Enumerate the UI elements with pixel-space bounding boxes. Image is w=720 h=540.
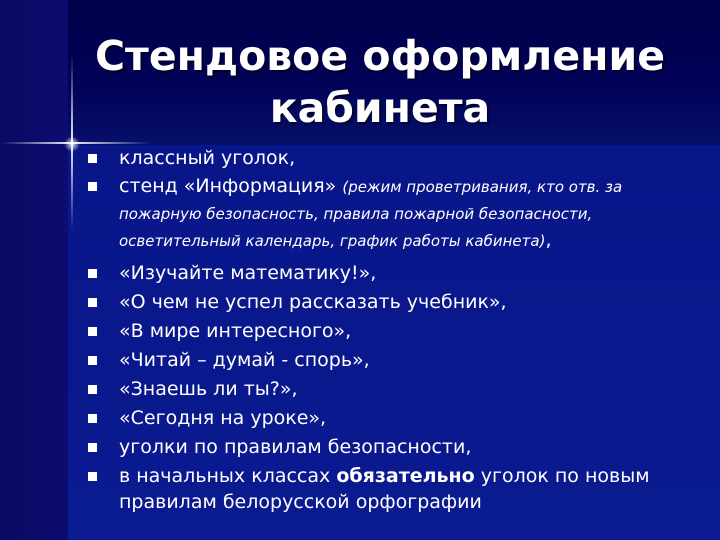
item-text: уголки по правилам безопасности, bbox=[119, 436, 472, 458]
bullet-icon bbox=[88, 298, 97, 307]
item-text: «Знаешь ли ты?», bbox=[119, 378, 298, 400]
bullet-icon bbox=[88, 443, 97, 452]
list-item bbox=[88, 376, 698, 402]
item-text: стенд «Информация» bbox=[119, 175, 343, 197]
sparkle-icon bbox=[64, 136, 80, 152]
item-text: «В мире интересного», bbox=[119, 320, 352, 342]
list-item bbox=[88, 260, 698, 286]
item-tail: , bbox=[545, 229, 552, 251]
slide-title: Стендовое оформление кабинета bbox=[94, 32, 666, 132]
list-item bbox=[88, 434, 698, 460]
item-text: «Изучайте математику!», bbox=[119, 262, 377, 284]
bullet-list bbox=[88, 145, 698, 518]
bullet-icon bbox=[88, 154, 97, 163]
bullet-icon bbox=[88, 472, 97, 481]
bullet-icon bbox=[88, 356, 97, 365]
list-item bbox=[88, 173, 698, 254]
item-note: (режим проветривания, кто отв. за пожарную безопасность, правила пожарной безопасности, осветительный календарь, график работы кабинета) bbox=[119, 178, 623, 250]
item-text: «Сегодня на уроке», bbox=[119, 407, 327, 429]
bullet-icon bbox=[88, 385, 97, 394]
item-text-rest: уголок по новым правилам белорусской орфографии bbox=[119, 465, 650, 513]
list-item bbox=[88, 463, 698, 515]
bullet-icon bbox=[88, 327, 97, 336]
list-item bbox=[88, 289, 698, 315]
left-band bbox=[0, 0, 68, 540]
list-item bbox=[88, 347, 698, 373]
list-item bbox=[88, 318, 698, 344]
item-text: «Читай – думай - спорь», bbox=[119, 349, 370, 371]
item-emphasis: обязательно bbox=[336, 465, 475, 487]
list-item bbox=[88, 405, 698, 431]
item-text: «О чем не успел рассказать учебник», bbox=[119, 291, 507, 313]
item-text: в начальных классах bbox=[119, 465, 337, 487]
item-text: классный уголок, bbox=[119, 147, 296, 169]
list-item bbox=[88, 145, 698, 171]
bullet-icon bbox=[88, 414, 97, 423]
bullet-icon bbox=[88, 269, 97, 278]
bullet-icon bbox=[88, 182, 97, 191]
